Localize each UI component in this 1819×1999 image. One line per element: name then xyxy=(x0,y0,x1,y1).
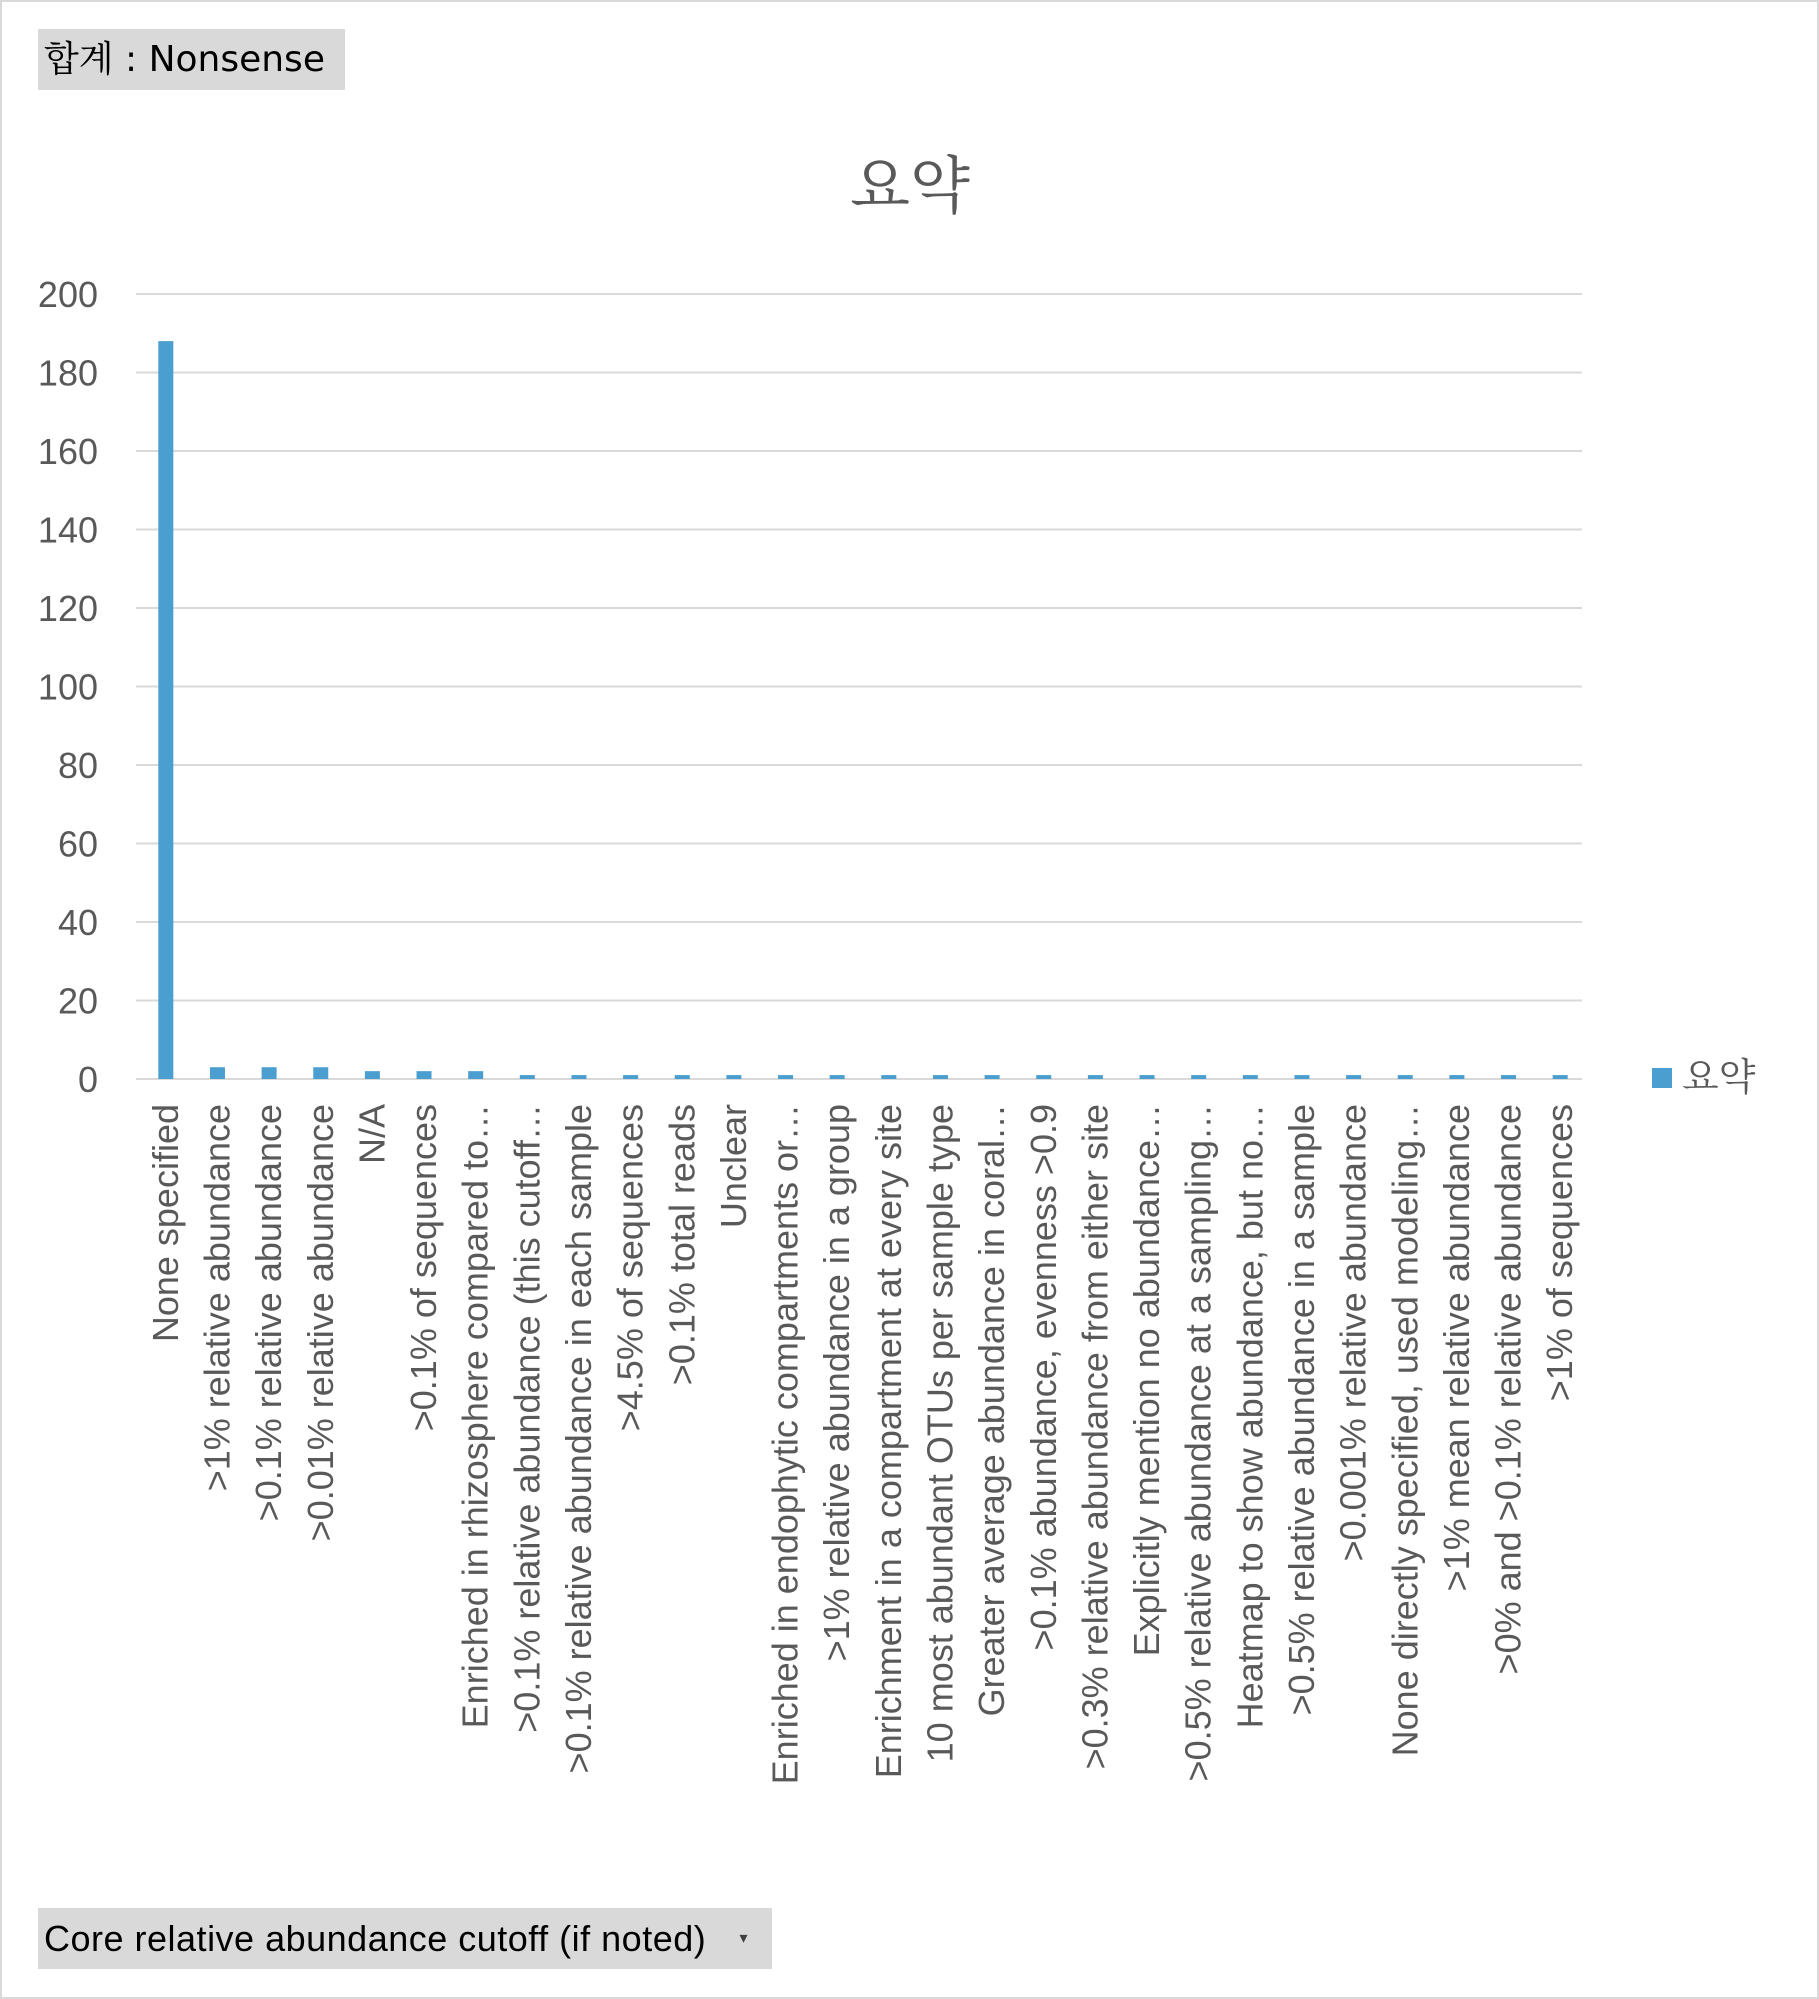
x-category-label: N/A xyxy=(351,1104,393,1165)
x-category-label: >0.5% relative abundance in a sample xyxy=(1280,1104,1322,1716)
x-category-label: >1% relative abundance in a group xyxy=(816,1104,858,1662)
bar[interactable] xyxy=(1501,1075,1516,1079)
chart-title: 요약 xyxy=(850,149,970,222)
y-tick-label: 20 xyxy=(57,980,98,1022)
bar[interactable] xyxy=(726,1075,741,1079)
x-category-label: None directly specified, used modeling… xyxy=(1384,1104,1426,1757)
y-tick-label: 80 xyxy=(57,745,98,786)
bar[interactable] xyxy=(520,1075,535,1079)
legend xyxy=(1652,1055,1756,1099)
bar[interactable] xyxy=(985,1075,1000,1079)
bar[interactable] xyxy=(417,1071,432,1079)
bar[interactable] xyxy=(623,1075,638,1079)
y-tick-label: 160 xyxy=(37,431,98,472)
bar[interactable] xyxy=(365,1071,380,1079)
bar[interactable] xyxy=(675,1075,690,1079)
x-category-label: Enriched in endophytic compartments or… xyxy=(764,1104,806,1785)
bar[interactable] xyxy=(1036,1075,1051,1079)
bar[interactable] xyxy=(1346,1075,1361,1079)
bar[interactable] xyxy=(1449,1075,1464,1079)
x-category-label: >1% mean relative abundance xyxy=(1435,1104,1477,1592)
bar[interactable] xyxy=(262,1067,277,1079)
bar[interactable] xyxy=(313,1067,328,1079)
x-category-label: Explicitly mention no abundance… xyxy=(1126,1104,1168,1657)
y-tick-label: 100 xyxy=(37,666,98,708)
bar[interactable] xyxy=(881,1075,896,1079)
bar[interactable] xyxy=(158,341,173,1079)
x-category-label: Enrichment in a compartment at every site xyxy=(867,1104,909,1779)
bar[interactable] xyxy=(1088,1075,1103,1079)
x-category-label: >0.01% relative abundance xyxy=(299,1104,341,1542)
x-category-label: >1% of sequences xyxy=(1539,1104,1581,1402)
dropdown-arrow-icon[interactable]: ▾ xyxy=(739,1930,748,1947)
bar[interactable] xyxy=(210,1067,225,1079)
bar[interactable] xyxy=(1140,1075,1155,1079)
bar[interactable] xyxy=(1191,1075,1206,1079)
bar[interactable] xyxy=(933,1075,948,1079)
x-axis-labels xyxy=(145,1104,1580,1784)
bar[interactable] xyxy=(830,1075,845,1079)
x-category-label: >0.1% total reads xyxy=(661,1104,703,1386)
x-category-label: >0.1% of sequences xyxy=(403,1104,445,1432)
x-category-label: Heatmap to show abundance, but no… xyxy=(1229,1104,1271,1729)
bar[interactable] xyxy=(571,1075,586,1079)
x-category-label: Unclear xyxy=(712,1104,754,1229)
bar[interactable] xyxy=(1294,1075,1309,1079)
axis-field-button[interactable] xyxy=(38,1908,772,1969)
x-category-label: >1% relative abundance xyxy=(196,1104,238,1492)
x-category-label: >0.1% relative abundance in each sample xyxy=(557,1104,599,1774)
bar[interactable] xyxy=(1243,1075,1258,1079)
y-tick-label: 200 xyxy=(37,274,98,315)
x-category-label: 10 most abundant OTUs per sample type xyxy=(919,1104,961,1763)
bar[interactable] xyxy=(1553,1075,1568,1079)
bar[interactable] xyxy=(1398,1075,1413,1079)
bar[interactable] xyxy=(778,1075,793,1079)
y-tick-label: 0 xyxy=(77,1059,98,1100)
x-category-label: >0.1% abundance, evenness >0.9 xyxy=(1022,1104,1064,1651)
y-tick-label: 180 xyxy=(37,352,98,394)
x-category-label: >0.1% relative abundance xyxy=(248,1104,290,1522)
y-tick-label: 40 xyxy=(57,902,98,943)
y-tick-label: 120 xyxy=(37,588,98,629)
y-axis-ticks xyxy=(38,274,98,1100)
axis-field-label: Core relative abundance cutoff (if noted) xyxy=(44,1918,707,1959)
legend-label: 요약 xyxy=(1682,1055,1756,1099)
x-category-label: >0.5% relative abundance at a sampling… xyxy=(1177,1104,1219,1782)
x-category-label: >0.001% relative abundance xyxy=(1332,1104,1374,1562)
bar[interactable] xyxy=(468,1071,483,1079)
y-tick-label: 60 xyxy=(57,823,98,865)
x-category-label: >0.1% relative abundance (this cutoff… xyxy=(506,1104,548,1733)
x-category-label: >0.3% relative abundance from either site xyxy=(1074,1104,1116,1770)
y-tick-label: 140 xyxy=(37,509,98,551)
x-category-label: >4.5% of sequences xyxy=(609,1104,651,1432)
legend-swatch xyxy=(1652,1068,1672,1088)
gridlines xyxy=(136,294,1582,1079)
x-category-label: Greater average abundance in coral… xyxy=(971,1104,1013,1717)
x-category-label: >0% and >0.1% relative abundance xyxy=(1487,1104,1529,1675)
x-category-label: None specified xyxy=(144,1104,186,1343)
report-filter-label: 합계 : Nonsense xyxy=(44,39,325,80)
x-category-label: Enriched in rhizosphere compared to… xyxy=(454,1104,496,1729)
